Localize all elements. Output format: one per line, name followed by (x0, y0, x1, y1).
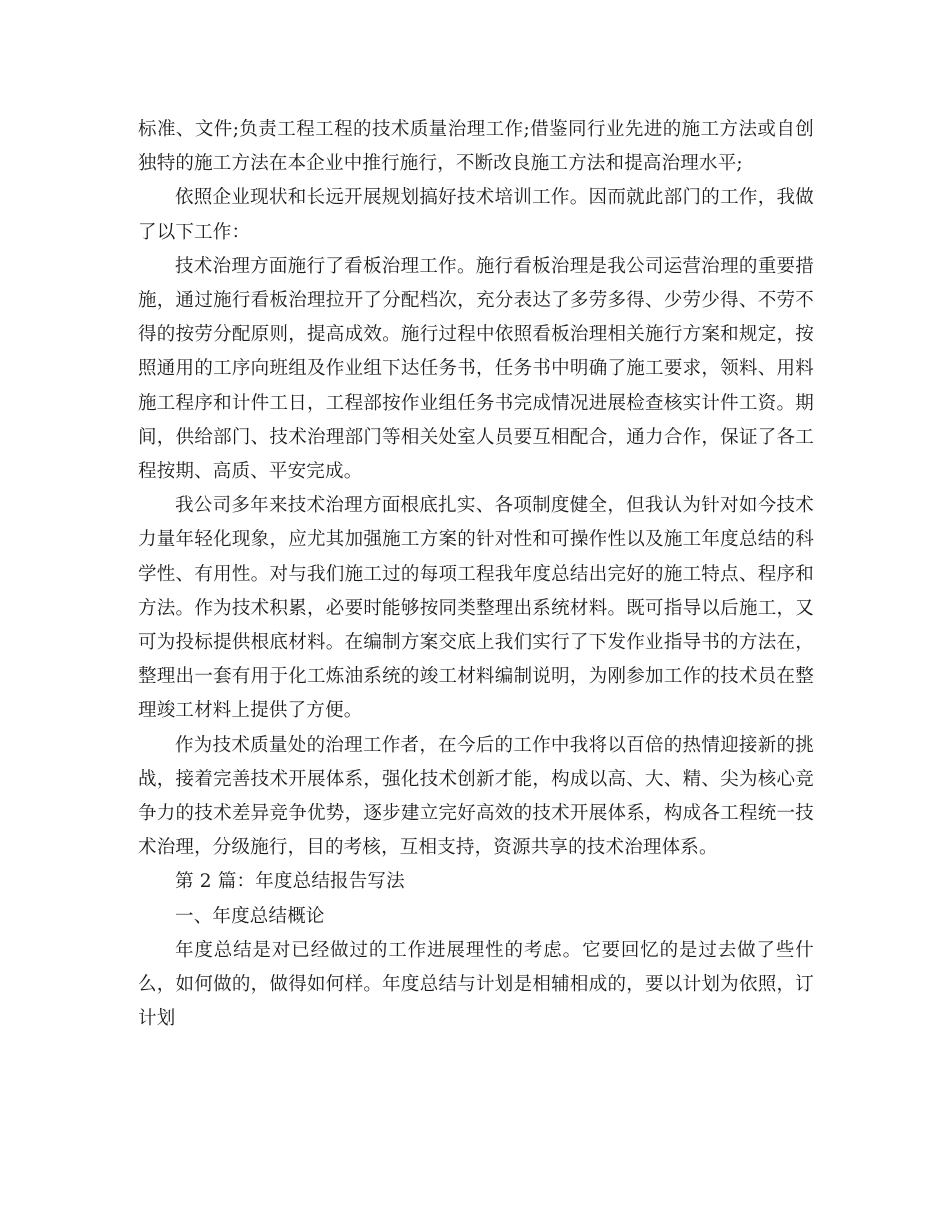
paragraph-1: 标准、文件;负责工程工程的技术质量治理工作;借鉴同行业先进的施工方法或自创独特的施工方法在本企业中推行施行，不断改良施工方法和提高治理水平; (138, 119, 814, 175)
section-heading: 第 2 篇：年度总结报告写法 (175, 871, 405, 893)
paragraph-2: 依照企业现状和长远开展规划搞好技术培训工作。因而就此部门的工作，我做了以下工作： (138, 187, 814, 243)
paragraph-4: 我公司多年来技术治理方面根底扎实、各项制度健全，但我认为针对如今技术力量年轻化现象，应尤其加强施工方案的针对性和可操作性以及施工年度总结的科学性、有用性。对与我们施工过的每项工程我年度总结出完好的施工特点、程序和方法。作为技术积累，必要时能够按同类整理出系统材料。既可指导以后施工，又可为投标提供根底材料。在编制方案交底上我们实行了下发作业指导书的方法在，整理出一套有用于化工炼油系统的竣工材料编制说明，为刚参加工作的技术员在整理竣工材料上提供了方便。 (138, 495, 814, 722)
paragraph-5: 作为技术质量处的治理工作者，在今后的工作中我将以百倍的热情迎接新的挑战，接着完善技术开展体系，强化技术创新才能，构成以高、大、精、尖为核心竞争力的技术差异竞争优势，逐步建立完好高效的技术开展体系，构成各工程统一技术治理，分级施行，目的考核，互相支持，资源共享的技术治理体系。 (138, 734, 814, 859)
paragraph-3: 技术治理方面施行了看板治理工作。施行看板治理是我公司运营治理的重要措施，通过施行看板治理拉开了分配档次，充分表达了多劳多得、少劳少得、不劳不得的按劳分配原则，提高成效。施行过程中依照看板治理相关施行方案和规定，按照通用的工序向班组及作业组下达任务书，任务书中明确了施工要求，领料、用料施工程序和计件工日，工程部按作业组任务书完成情况进展检查核实计件工资。期间，供给部门、技术治理部门等相关处室人员要互相配合，通力合作，保证了各工程按期、高质、平安完成。 (138, 255, 814, 483)
document-body (138, 113, 814, 1036)
paragraph-6: 年度总结是对已经做过的工作进展理性的考虑。它要回忆的是过去做了些什么，如何做的，做得如何样。年度总结与计划是相辅相成的，要以计划为依照，订计划 (138, 939, 814, 1030)
subsection-heading: 一、年度总结概论 (175, 905, 325, 927)
